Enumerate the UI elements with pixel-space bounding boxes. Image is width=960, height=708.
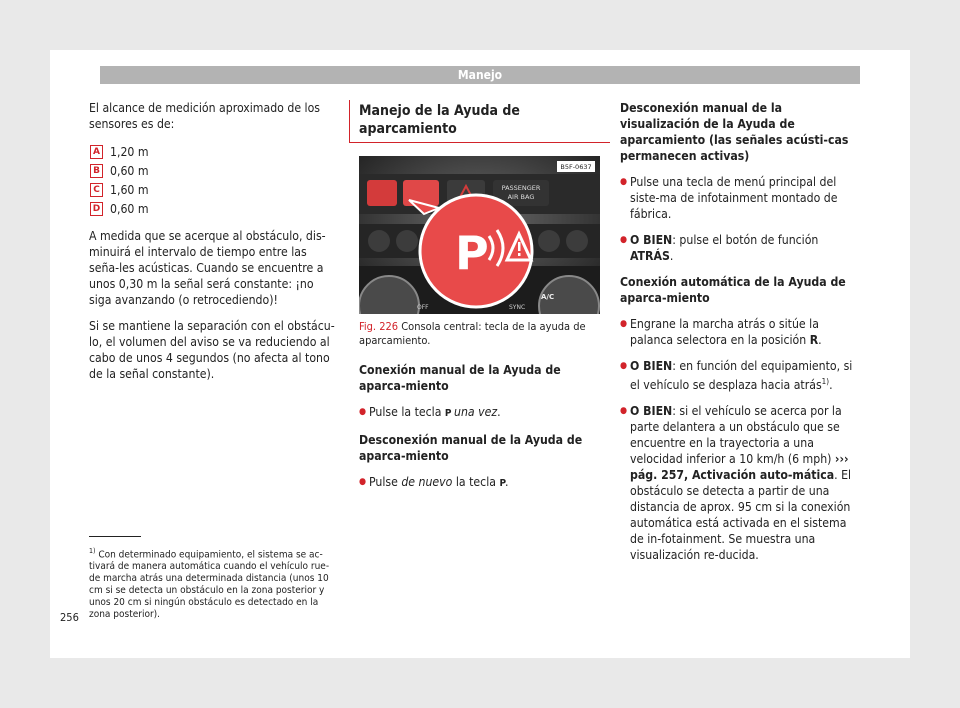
bullet-manual-on: ● Pulse la tecla P una vez. [359,404,600,422]
parking-key-icon: P [499,478,506,489]
airbag-label: AIR BAG [507,193,535,201]
page-reference-link[interactable]: ››› pág. 257, Activación auto-mática [630,452,849,483]
manual-page [50,50,910,658]
console-illustration [359,156,600,314]
heading-auto-on: Conexión automática de la Ayuda de aparca-miento [620,275,846,305]
figure-number: Fig. 226 [359,320,399,333]
sync-label: SYNC [509,304,526,311]
sensor-item [89,180,339,199]
bullet-back-button: ● O BIEN: pulse el botón de función ATRÁS. [620,232,862,264]
sensor-item [89,142,339,161]
heading-manual-on: Conexión manual de la Ayuda de aparca-miento [359,363,561,393]
sensor-range: 1,60 m [110,182,149,197]
figure-center-console [359,156,600,314]
paragraph-interval: A medida que se acerque al obstáculo, dis-minuirá el intervalo de tiempo entre las seña-les acústicas. Cuando se encuentre a unos 0,30 m la señal será constante: ¡no siga avanzando (o retrocediendo)! [89,229,326,307]
sensor-letter-badge: C [90,183,103,197]
bullet-menu-key: ● Pulse una tecla de menú principal del siste-ma de infotainment montado de fábrica. [620,174,862,222]
off-label: OFF [417,304,429,311]
sensor-range: 0,60 m [110,201,149,216]
section-header: Manejo [100,66,860,84]
column-left [89,100,339,392]
bullet-manual-off: ● Pulse de nuevo la tecla P. [359,474,600,492]
footnote-divider [89,536,141,537]
column-right [620,100,862,573]
section-title: Manejo de la Ayuda de aparcamiento [349,100,610,143]
sensor-item [89,199,339,218]
footnote-text: Con determinado equipamiento, el sistema se ac-tivará de manera automática cuando el vehículo rue-de marcha atrás una determinada distancia (unos 10 cm si se detecta un obstáculo en la zona posterior y unos 20 cm si ningún obstáculo es detectado en la zona posterior). [89,549,330,621]
figure-code: B5F-0637 [560,163,592,171]
sensor-range: 1,20 m [110,144,149,159]
figure-caption-text: Consola central: tecla de la ayuda de aparcamiento. [359,320,586,347]
bullet-reverse-gear: ● Engrane la marcha atrás o sitúe la palanca selectora en la posición R. [620,316,862,348]
column-middle [359,100,600,502]
page-number: 256 [60,611,79,624]
sensor-list [89,142,339,218]
footnote-mark: 1) [89,547,96,555]
footnote [89,545,339,621]
heading-display-off: Desconexión manual de la visualización de la Ayuda de aparcamiento (las señales acústi-cas permanecen activas) [620,101,849,163]
sensor-letter-badge: A [90,145,103,159]
sensor-letter-badge: B [90,164,103,178]
ac-label: A/C [541,293,555,301]
sensor-intro: El alcance de medición aproximado de los sensores es de: [89,101,321,131]
sensor-item [89,161,339,180]
figure-caption [359,320,600,348]
bullet-rolls-back: ● O BIEN: en función del equipamiento, si el vehículo se desplaza hacia atrás$^{1)}$. [620,358,862,393]
bullet-front-obstacle: ● O BIEN: si el vehículo se acerca por la parte delantera a un obstáculo que se encuentre en la trayectoria a una velocidad inferior a 10 km/h (6 mph) ››› pág. 257, Activación auto-mática. El obstáculo se detecta a partir de una distancia de aprox. 95 cm si la conexión automática está activada en el sistema de in-fotainment. Se muestra una visualización re-ducida. [620,403,862,563]
parking-key-icon: P [444,408,451,419]
sensor-letter-badge: D [90,202,103,216]
sensor-range: 0,60 m [110,163,149,178]
svg-text:P: P [455,226,489,280]
heading-manual-off: Desconexión manual de la Ayuda de aparca-miento [359,433,583,463]
passenger-label: PASSENGER [501,184,541,192]
paragraph-volume: Si se mantiene la separación con el obstácu-lo, el volumen del aviso se va reduciendo al cabo de unos 4 segundos (no afecta al tono de la señal constante). [89,319,335,381]
